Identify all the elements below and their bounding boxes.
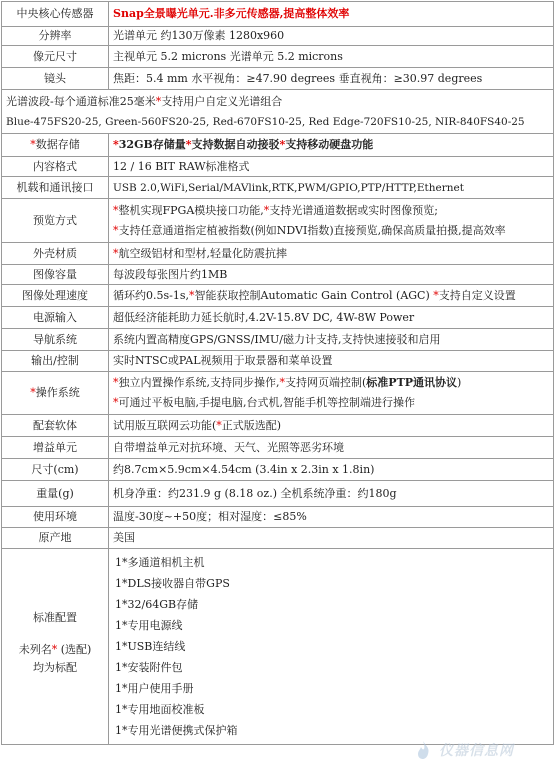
power-value: 超低经济能耗助力延长航时,4.2V-15.8V DC, 4W-8W Power	[109, 307, 554, 329]
preview-line2: 支持任意通道指定植被指数(例如NDVI指数)直接预览,确保高质量拍摄,提高效率	[118, 223, 506, 237]
storage-star-1: *	[113, 138, 119, 151]
row-pixel-size	[2, 46, 554, 68]
list-item: 1*DLS接收器自带GPS	[115, 577, 230, 590]
row-bands	[2, 90, 554, 134]
row-gain	[2, 437, 554, 459]
processing-label: 图像处理速度	[2, 285, 109, 307]
io-value: 实时NTSC或PAL视频用于取景器和菜单设置	[109, 351, 554, 372]
row-storage	[2, 134, 554, 157]
header-label: 中央核心传感器	[2, 2, 109, 27]
storage-star-2: *	[185, 138, 192, 151]
row-operation	[2, 372, 554, 415]
config-label2a: 未列名	[18, 643, 52, 656]
navigation-value: 系统内置高精度GPS/GNSS/IMU/磁力计支持,支持快速接驳和启用	[109, 329, 554, 351]
storage-star-3: *	[279, 138, 286, 151]
operation-star-1: *	[113, 376, 119, 389]
environment-value: 温度-30度~+50度；相对湿度：≤85%	[109, 507, 554, 528]
operation-star-3: *	[113, 396, 119, 409]
format-value: 12 / 16 BIT RAW标准格式	[109, 157, 554, 177]
origin-label: 原产地	[2, 528, 109, 549]
list-item: 1*32/64GB存储	[115, 598, 199, 611]
material-value	[109, 243, 554, 265]
size-value: 约8.7cm×5.9cm×4.54cm (3.4in x 2.3in x 1.8in)	[109, 459, 554, 481]
operation-value	[109, 372, 554, 415]
storage-star: *	[30, 138, 36, 151]
operation-l1d: )	[457, 376, 462, 389]
lens-label: 镜头	[2, 68, 109, 90]
preview-line1a: 整机实现FPGA模块接口功能,	[118, 203, 264, 217]
processing-v2: 智能获取控制Automatic Gain Control (AGC)	[194, 288, 434, 302]
lens-value: 焦距：5.4 mm 水平视角：≥47.90 degrees 垂直视角：≥30.97 degrees	[109, 68, 554, 90]
row-io	[2, 351, 554, 372]
row-format	[2, 157, 554, 177]
material-text: 航空级铝材和型材,轻量化防震抗摔	[118, 246, 287, 260]
weight-value: 机身净重：约231.9 g (8.18 oz.) 全机系统净重：约180g	[109, 481, 554, 507]
format-label: 内容格式	[2, 157, 109, 177]
bands-title-suffix: 支持用户自定义光谱组合	[161, 94, 283, 108]
config-label1: 标准配置	[33, 611, 77, 624]
operation-l2: 可通过平板电脑,手提电脑,台式机,智能手机等控制端进行操作	[118, 396, 415, 409]
row-software	[2, 415, 554, 437]
spec-table	[1, 1, 554, 745]
preview-star-1: *	[113, 203, 119, 217]
navigation-label: 导航系统	[2, 329, 109, 351]
resolution-label: 分辨率	[2, 27, 109, 46]
row-power	[2, 307, 554, 329]
row-lens	[2, 68, 554, 90]
bands-list: Blue-475FS20-25, Green-560FS20-25, Red-670FS10-25, Red Edge-720FS10-25, NIR-840FS40-25	[6, 115, 525, 128]
preview-star-2: *	[263, 203, 270, 217]
operation-label-cell	[2, 372, 109, 415]
row-environment	[2, 507, 554, 528]
software-star: *	[216, 418, 222, 432]
io-label: 输出/控制	[2, 351, 109, 372]
config-label3: 均为标配	[33, 661, 77, 674]
row-processing	[2, 285, 554, 307]
storage-v3: 支持移动硬盘功能	[285, 138, 374, 151]
list-item: 1*专用地面校准板	[115, 703, 205, 716]
list-item: 1*用户使用手册	[115, 682, 194, 695]
storage-v2: 支持数据自动接驳	[191, 138, 280, 151]
power-label: 电源输入	[2, 307, 109, 329]
gain-value: 自带增益单元对抗环境、天气、光照等恶劣环境	[109, 437, 554, 459]
operation-l1a: 独立内置操作系统,支持同步操作,	[118, 376, 280, 389]
size-label: 尺寸(cm)	[2, 459, 109, 481]
preview-star-3: *	[113, 223, 119, 237]
watermark-text: 仪器信息网	[439, 743, 514, 759]
software-v3: )	[276, 418, 282, 432]
row-preview	[2, 199, 554, 243]
preview-label: 预览方式	[2, 199, 109, 243]
row-interface	[2, 177, 554, 199]
image-capacity-value: 每波段每张图片约1MB	[109, 265, 554, 285]
origin-value: 美国	[109, 528, 554, 549]
operation-l1c: 标准PTP通讯协议	[366, 376, 458, 389]
config-list	[109, 549, 554, 745]
list-item: 1*专用电源线	[115, 619, 183, 632]
software-value	[109, 415, 554, 437]
interface-label: 机载和通讯接口	[2, 177, 109, 199]
pixel-size-label: 像元尺寸	[2, 46, 109, 68]
config-star: *	[51, 643, 58, 656]
bands-title: 光谱波段-每个通道标准25毫米	[6, 94, 156, 108]
row-config	[2, 549, 554, 745]
environment-label: 使用环境	[2, 507, 109, 528]
config-label2b: (选配)	[57, 643, 92, 656]
weight-label: 重量(g)	[2, 481, 109, 507]
row-weight	[2, 481, 554, 507]
row-material	[2, 243, 554, 265]
material-star: *	[113, 246, 119, 260]
interface-value: USB 2.0,WiFi,Serial/MAVlink,RTK,PWM/GPIO,PTP/HTTP,Ethernet	[109, 177, 554, 199]
resolution-value: 光谱单元 约130万像素 1280x960	[109, 27, 554, 46]
config-label-cell	[2, 549, 109, 745]
bands-cell	[2, 90, 554, 134]
operation-label: 操作系统	[35, 386, 80, 399]
row-navigation	[2, 329, 554, 351]
watermark	[412, 737, 542, 763]
list-item: 1*安装附件包	[115, 661, 183, 674]
gain-label: 增益单元	[2, 437, 109, 459]
software-v2: 正式版选配	[221, 418, 277, 432]
row-image-capacity	[2, 265, 554, 285]
list-item: 1*专用光谱便携式保护箱	[115, 724, 238, 737]
bands-star: *	[155, 94, 162, 108]
flame-logo-icon	[412, 739, 434, 761]
storage-value	[109, 134, 554, 157]
processing-star-1: *	[189, 288, 195, 302]
row-size	[2, 459, 554, 481]
image-capacity-label: 图像容量	[2, 265, 109, 285]
material-label: 外壳材质	[2, 243, 109, 265]
operation-l1b: 支持网页端控制(	[285, 376, 367, 389]
storage-label: 数据存储	[35, 138, 80, 151]
preview-line1b: 支持光谱通道数据或实时图像预览;	[269, 203, 438, 217]
operation-star-2: *	[279, 376, 285, 389]
row-resolution	[2, 27, 554, 46]
preview-value	[109, 199, 554, 243]
processing-star-2: *	[433, 288, 439, 302]
row-header	[2, 2, 554, 27]
list-item: 1*USB连结线	[115, 640, 186, 653]
processing-v1: 循环约0.5s-1s,	[113, 288, 189, 302]
operation-star: *	[30, 386, 36, 399]
storage-label-cell	[2, 134, 109, 157]
processing-value	[109, 285, 554, 307]
software-label: 配套软体	[2, 415, 109, 437]
list-item: 1*多通道相机主机	[115, 556, 205, 569]
storage-v1: 32GB存储量	[118, 138, 186, 151]
row-origin	[2, 528, 554, 549]
pixel-size-value: 主视单元 5.2 microns 光谱单元 5.2 microns	[109, 46, 554, 68]
processing-v3: 支持自定义设置	[438, 288, 516, 302]
header-value: Snap全景曝光单元.非多元传感器,提高整体效率	[109, 2, 554, 27]
software-v1: 试用版互联网云功能(	[113, 418, 217, 432]
